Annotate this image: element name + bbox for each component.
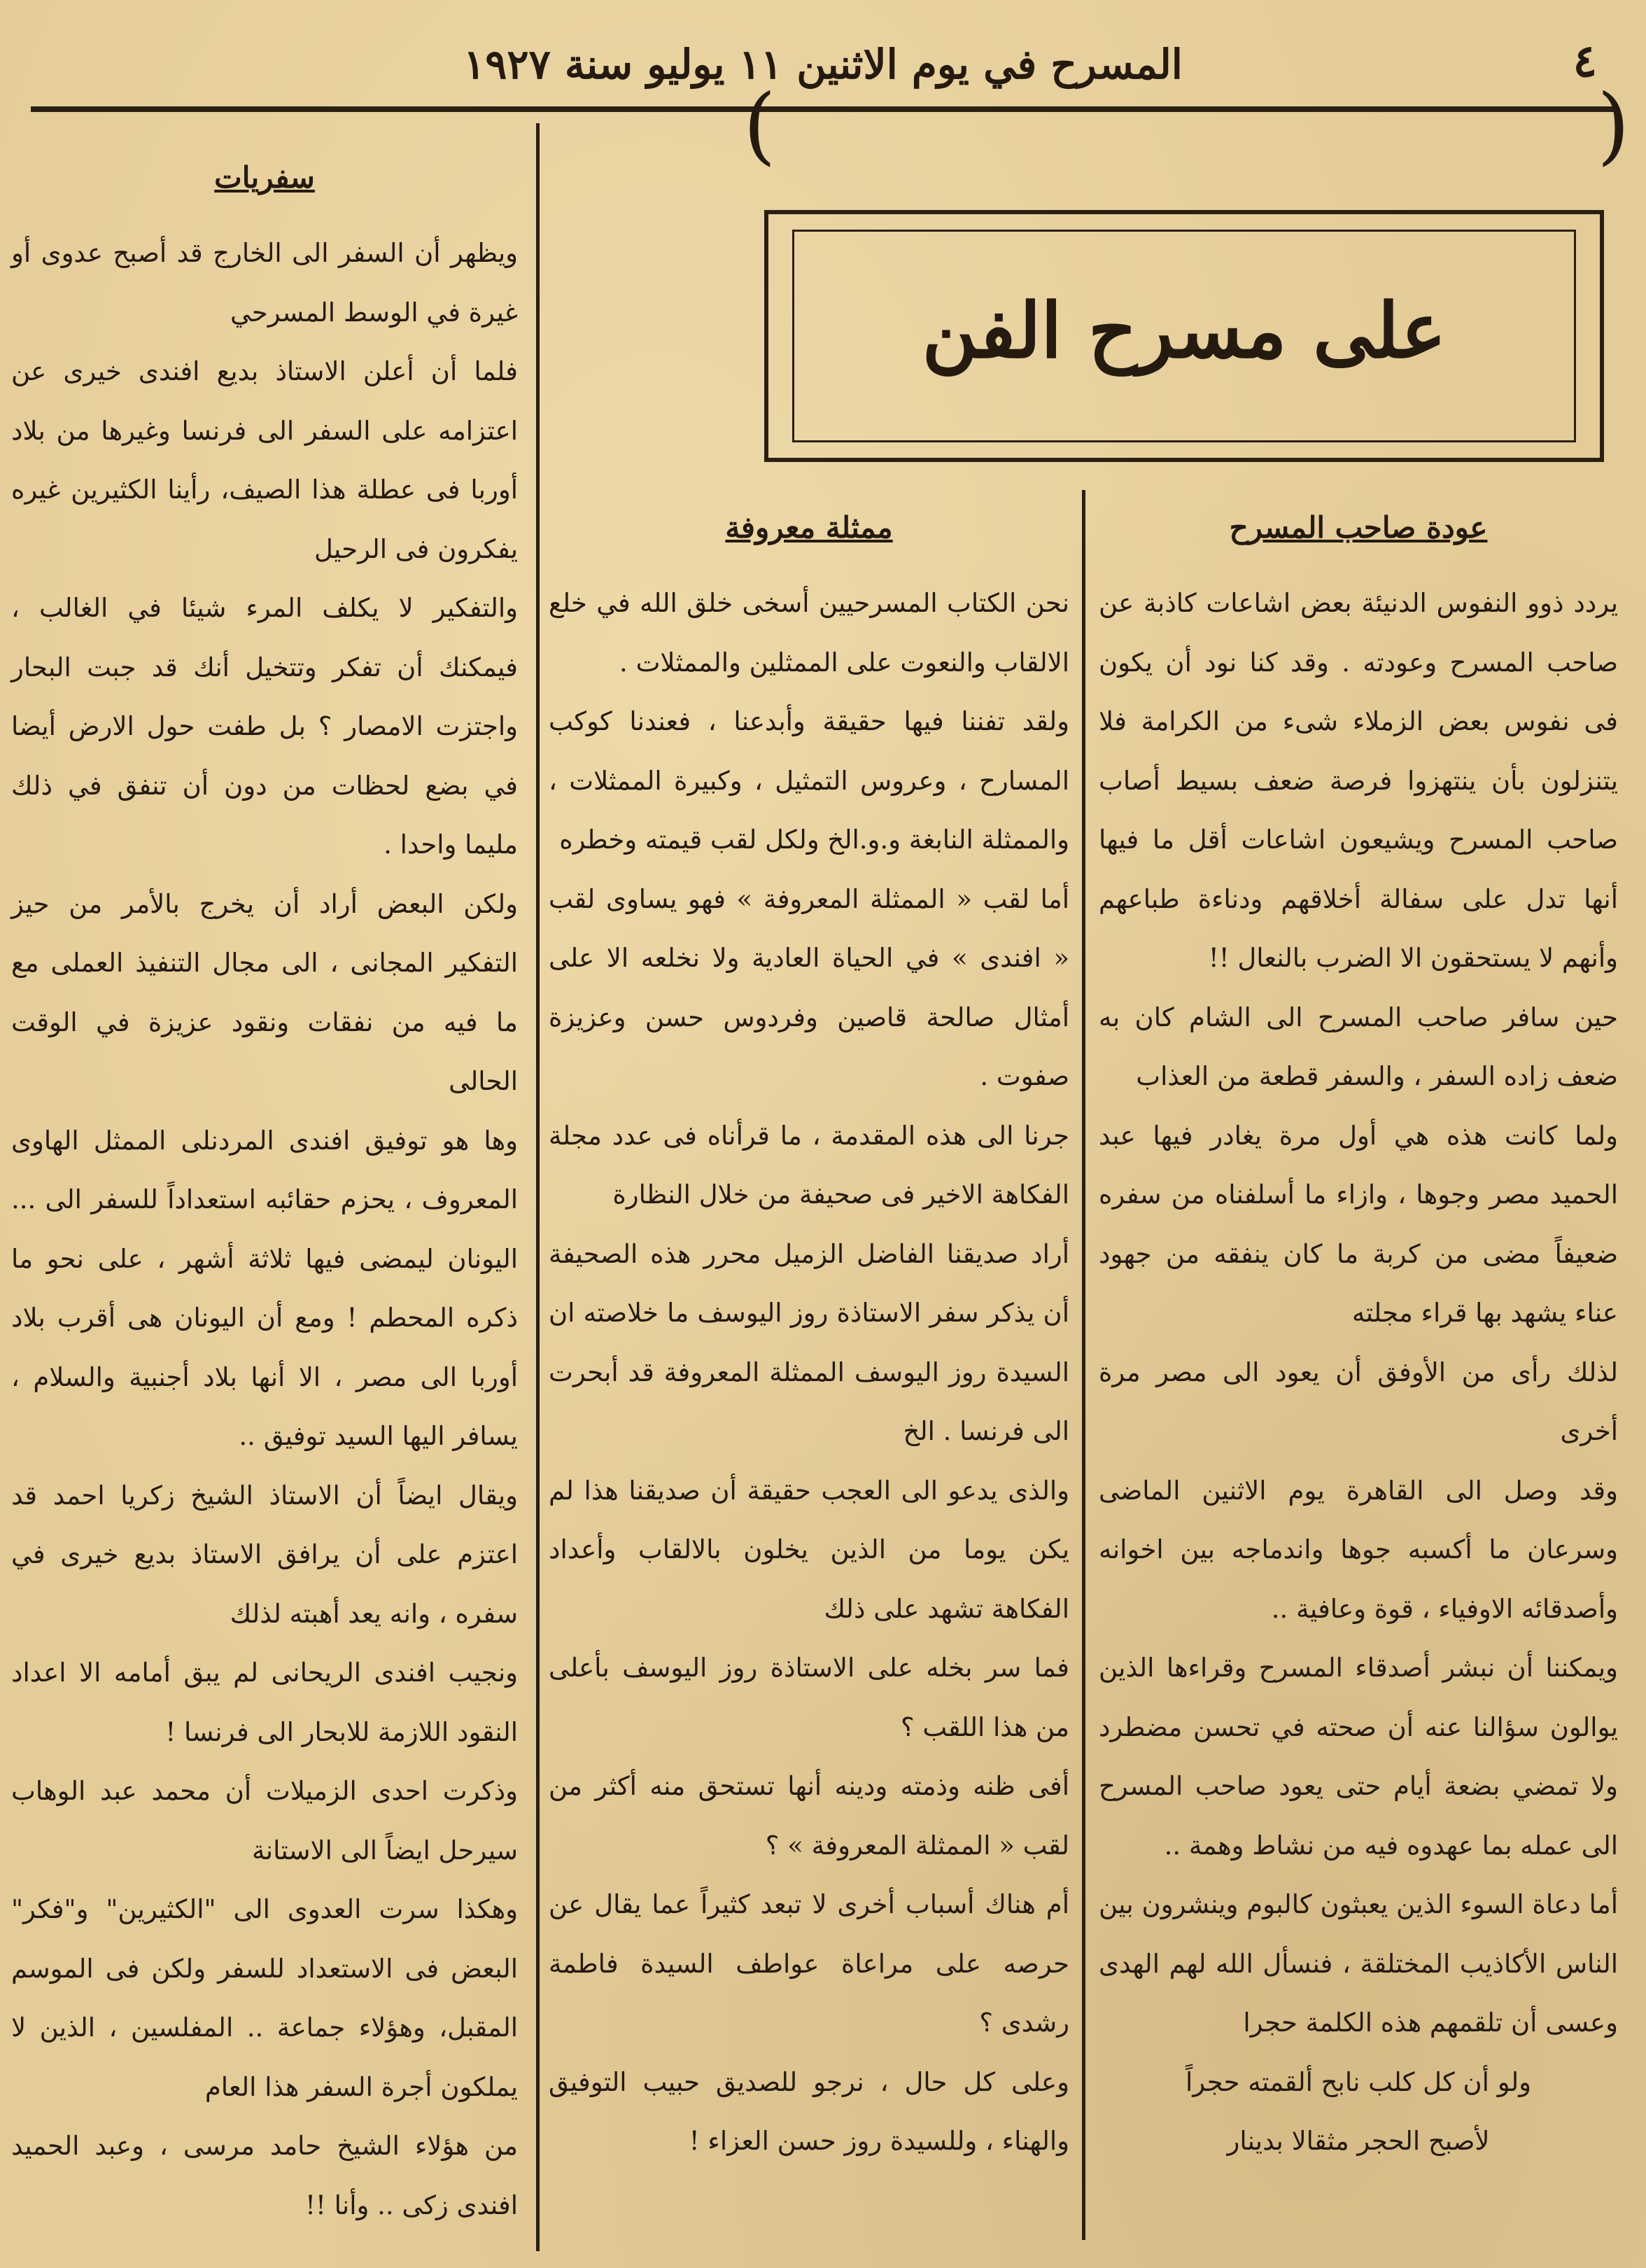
masthead-date-line: المسرح في يوم الاثنين ١١ يوليو سنة ١٩٢٧: [463, 41, 1183, 88]
paragraph: ويقال ايضاً أن الاستاذ الشيخ زكريا احمد قد اعتزم على أن يرافق الاستاذ بديع خيرى في سفره ، وانه يعد أهبته لذلك: [11, 1480, 518, 1629]
banner-left-parenthesis: (: [743, 77, 776, 174]
paragraph: والذى يدعو الى العجب حقيقة أن صديقنا هذا لم يكن يوما من الذين يخلون بالالقاب وأعداد الفكاهة تشهد على ذلك: [549, 1475, 1069, 1624]
paragraph: ولقد تفننا فيها حقيقة وأبدعنا ، فعندنا كوكب المسارح ، وعروس التمثيل ، وكبيرة الممثلات ، والممثلة النابغة و.و.الخ ولكل لقب قيمته وخطره: [549, 706, 1069, 855]
section-banner: [764, 210, 1604, 462]
paragraph: ويظهر أن السفر الى الخارج قد أصبح عدوى أو غيرة في الوسط المسرحي: [11, 238, 518, 328]
paragraph: فما سر بخله على الاستاذة روز اليوسف بأعلى من هذا اللقب ؟: [549, 1653, 1069, 1742]
paragraph: ولكن البعض أراد أن يخرج بالأمر من حيز التفكير المجانى ، الى مجال التنفيذ العملى مع ما فيه من نفقات ونقود عزيزة في الوقت الحالى: [11, 888, 518, 1096]
page-number: ٤: [1573, 35, 1597, 88]
paragraph: أم هناك أسباب أخرى لا تبعد كثيراً عما يقال عن حرصه على مراعاة عواطف السيدة فاطمة رشدى ؟: [549, 1889, 1069, 2038]
column-divider-left: [536, 123, 540, 2251]
column-travels: [11, 153, 518, 2235]
paragraph: ولو أن كل كلب نابح ألقمته حجراً: [1186, 2066, 1531, 2097]
paragraph: وعلى كل حال ، نرجو للصديق حبيب التوفيق والهناء ، وللسيدة روز حسن العزاء !: [549, 2066, 1069, 2156]
paragraph: فلما أن أعلن الاستاذ بديع افندى خيرى عن اعتزامه على السفر الى فرنسا وغيرها من بلاد أوربا فى عطلة هذا الصيف، رأينا الكثيرين غيره يفكرون فى الرحيل: [11, 356, 518, 564]
column-heading-known-actress: ممثلة معروفة: [725, 510, 893, 545]
paragraph: ويمكننا أن نبشر أصدقاء المسرح وقراءها الذين يوالون سؤالنا عنه أن صحته في تحسن مضطرد ولا تمضي بضعة أيام حتى يعود صاحب المسرح الى عمله بما عهدوه فيه من نشاط وهمة ..: [1099, 1653, 1618, 1861]
banner-title: على مسرح الفن: [922, 287, 1447, 375]
paragraph: أراد صديقنا الفاضل الزميل محرر هذه الصحيفة أن يذكر سفر الاستاذة روز اليوسف ما خلاصته ان السيدة روز اليوسف الممثلة المعروفة قد أبحرت الى فرنسا . الخ: [549, 1238, 1069, 1446]
paragraph: والتفكير لا يكلف المرء شيئا في الغالب ، فيمكنك أن تفكر وتتخيل أنك قد جبت البحار واجتزت الامصار ؟ بل طفت حول الارض أيضا في بضع لحظات من دون أن تنفق في ذلك مليما واحدا .: [11, 593, 518, 860]
paragraph: نحن الكتاب المسرحيين أسخى خلق الله في خلع الالقاب والنعوت على الممثلين والممثلات .: [549, 588, 1069, 678]
paragraph: ونجيب افندى الريحانى لم يبق أمامه الا اعداد النقود اللازمة للابحار الى فرنسا !: [11, 1658, 518, 1747]
column-heading-travels: سفريات: [214, 160, 315, 195]
paragraph: ولما كانت هذه هي أول مرة يغادر فيها عبد الحميد مصر وجوها ، وازاء ما أسلفناه من سفره ضعيفاً مضى من كربة ما كان ينفقه من جهود عناء يشهد بها قراء مجلته: [1099, 1120, 1618, 1328]
paragraph: وذكرت احدى الزميلات أن محمد عبد الوهاب سيرحل ايضاً الى الاستانة: [11, 1776, 518, 1865]
paragraph: لأصبح الحجر مثقالا بدينار: [1227, 2126, 1490, 2156]
paragraph: يردد ذوو النفوس الدنيئة بعض اشاعات كاذبة عن صاحب المسرح وعودته . وقد كنا نود أن يكون فى نفوس بعض الزملاء شىء من الكرامة فلا يتنزلون بأن ينتهزوا فرصة ضعف بسيط أصاب صاحب المسرح ويشيعون اشاعات أقل ما فيها أنها تدل على سفالة أخلاقهم ودناءة طباعهم وأنهم لا يستحقون الا الضرب بالنعال !!: [1099, 588, 1618, 973]
paragraph: جرنا الى هذه المقدمة ، ما قرأناه فى عدد مجلة الفكاهة الاخير فى صحيفة من خلال النظارة: [549, 1120, 1069, 1210]
paragraph: أما لقب « الممثلة المعروفة » فهو يساوى لقب « افندى » في الحياة العادية ولا نخلعه الا على أمثال صالحة قاصين وفردوس حسن وعزيزة صفوت .: [549, 883, 1069, 1091]
paragraph: حين سافر صاحب المسرح الى الشام كان به ضعف زاده السفر ، والسفر قطعة من العذاب: [1099, 1002, 1618, 1091]
paragraph: لذلك رأى من الأوفق أن يعود الى مصر مرة أخرى: [1099, 1357, 1618, 1446]
column-divider-middle: [1082, 490, 1085, 2240]
header-rule: [31, 106, 1615, 112]
page-header: [28, 28, 1618, 105]
paragraph: وهكذا سرت العدوى الى "الكثيرين" و"فكر" البعض فى الاستعداد للسفر ولكن فى الموسم المقبل، وهؤلاء جماعة .. المفلسين ، الذين لا يملكون أجرة السفر هذا العام: [11, 1894, 518, 2102]
paragraph: من هؤلاء الشيخ حامد مرسى ، وعبد الحميد افندى زكى .. وأنا !!: [11, 2131, 518, 2220]
paragraph: وقد وصل الى القاهرة يوم الاثنين الماضى وسرعان ما أكسبه جوها واندماجه بين اخوانه وأصدقائه الاوفياء ، قوة وعافية ..: [1099, 1475, 1618, 1624]
column-heading-owner-return: عودة صاحب المسرح: [1229, 510, 1488, 545]
paragraph: وها هو توفيق افندى المردنلى الممثل الهاوى المعروف ، يحزم حقائبه استعداداً للسفر الى ... اليونان ليمضى فيها ثلاثة أشهر ، على نحو ما ذكره المحطم ! ومع أن اليونان هى أقرب بلاد أوربا الى مصر ، الا أنها بلاد أجنبية والسلام ، يسافر اليها السيد توفيق ..: [11, 1125, 518, 1451]
paragraph: أما دعاة السوء الذين يعبثون كالبوم وينشرون بين الناس الأكاذيب المختلقة ، فنسأل الله لهم الهدى وعسى أن تلقمهم هذه الكلمة حجرا: [1099, 1889, 1618, 2038]
banner-right-parenthesis: ): [1597, 77, 1630, 174]
column-known-actress: [549, 503, 1069, 2171]
paragraph: أفى ظنه وذمته ودينه أنها تستحق منه أكثر من لقب « الممثلة المعروفة » ؟: [549, 1771, 1069, 1861]
column-owner-return: [1099, 503, 1618, 2171]
